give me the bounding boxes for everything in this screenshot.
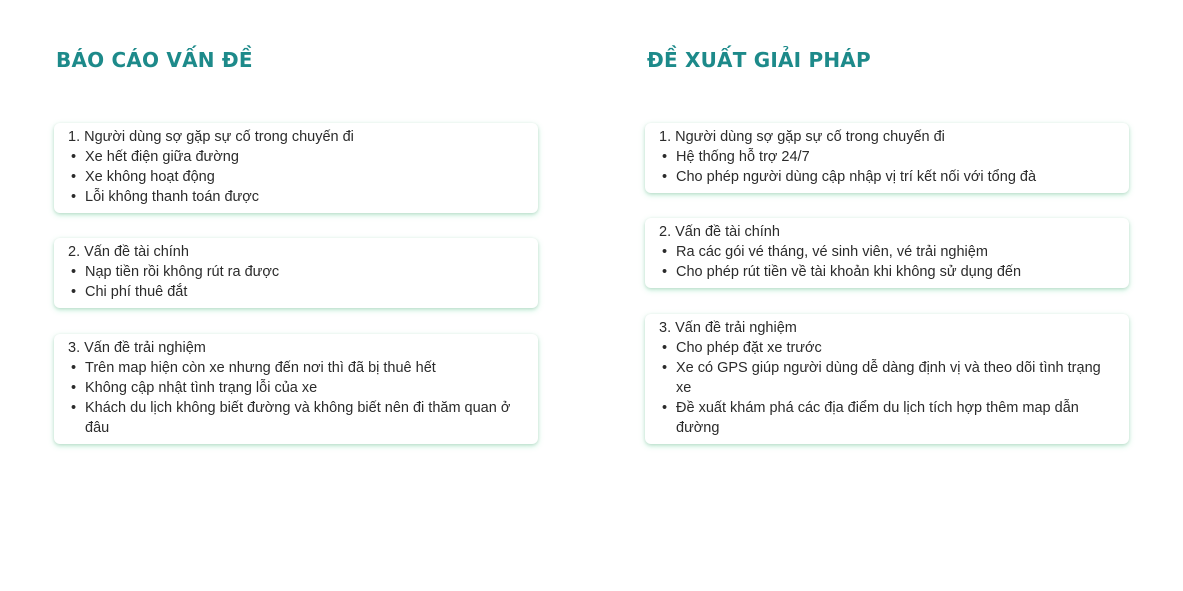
solution-card-1 xyxy=(645,123,1129,193)
list-item: • Xe hết điện giữa đường xyxy=(68,147,524,167)
solution-card-title: 1. Người dùng sợ gặp sự cố trong chuyến đi xyxy=(659,129,945,145)
list-item: • Không cập nhật tình trạng lỗi của xe xyxy=(68,378,524,398)
list-item: • Cho phép đặt xe trước xyxy=(659,338,1115,358)
list-item: • Cho phép rút tiền về tài khoản khi không sử dụng đến xyxy=(659,262,1115,282)
problem-card-title: 3. Vấn đề trải nghiệm xyxy=(68,340,206,356)
solution-list xyxy=(659,338,1115,438)
list-item: • Hệ thống hỗ trợ 24/7 xyxy=(659,147,1115,167)
problem-list xyxy=(68,358,524,438)
solution-list xyxy=(659,242,1115,282)
solution-card-title: 2. Vấn đề tài chính xyxy=(659,224,780,240)
problem-card-2 xyxy=(54,238,538,308)
list-item: • Khách du lịch không biết đường và không biết nên đi thăm quan ở đâu xyxy=(68,398,524,438)
list-item: • Xe có GPS giúp người dùng dễ dàng định vị và theo dõi tình trạng xe xyxy=(659,358,1115,398)
problem-report-heading: BÁO CÁO VẤN ĐỀ xyxy=(56,48,253,72)
problem-card-3 xyxy=(54,334,538,444)
list-item: • Đề xuất khám phá các địa điểm du lịch tích hợp thêm map dẫn đường xyxy=(659,398,1115,438)
solution-list xyxy=(659,147,1115,187)
list-item: • Trên map hiện còn xe nhưng đến nơi thì đã bị thuê hết xyxy=(68,358,524,378)
problem-card-title: 1. Người dùng sợ gặp sự cố trong chuyến đi xyxy=(68,129,354,145)
list-item: • Chi phí thuê đắt xyxy=(68,282,524,302)
solution-proposal-heading: ĐỀ XUẤT GIẢI PHÁP xyxy=(647,48,871,72)
problem-list xyxy=(68,262,524,302)
problem-card-1 xyxy=(54,123,538,213)
list-item: • Nạp tiền rồi không rút ra được xyxy=(68,262,524,282)
solution-card-2 xyxy=(645,218,1129,288)
list-item: • Lỗi không thanh toán được xyxy=(68,187,524,207)
list-item: • Xe không hoạt động xyxy=(68,167,524,187)
solution-card-title: 3. Vấn đề trải nghiệm xyxy=(659,320,797,336)
solution-card-3 xyxy=(645,314,1129,444)
list-item: • Cho phép người dùng cập nhập vị trí kết nối với tổng đà xyxy=(659,167,1115,187)
list-item: • Ra các gói vé tháng, vé sinh viên, vé trải nghiệm xyxy=(659,242,1115,262)
problem-list xyxy=(68,147,524,207)
problem-card-title: 2. Vấn đề tài chính xyxy=(68,244,189,260)
